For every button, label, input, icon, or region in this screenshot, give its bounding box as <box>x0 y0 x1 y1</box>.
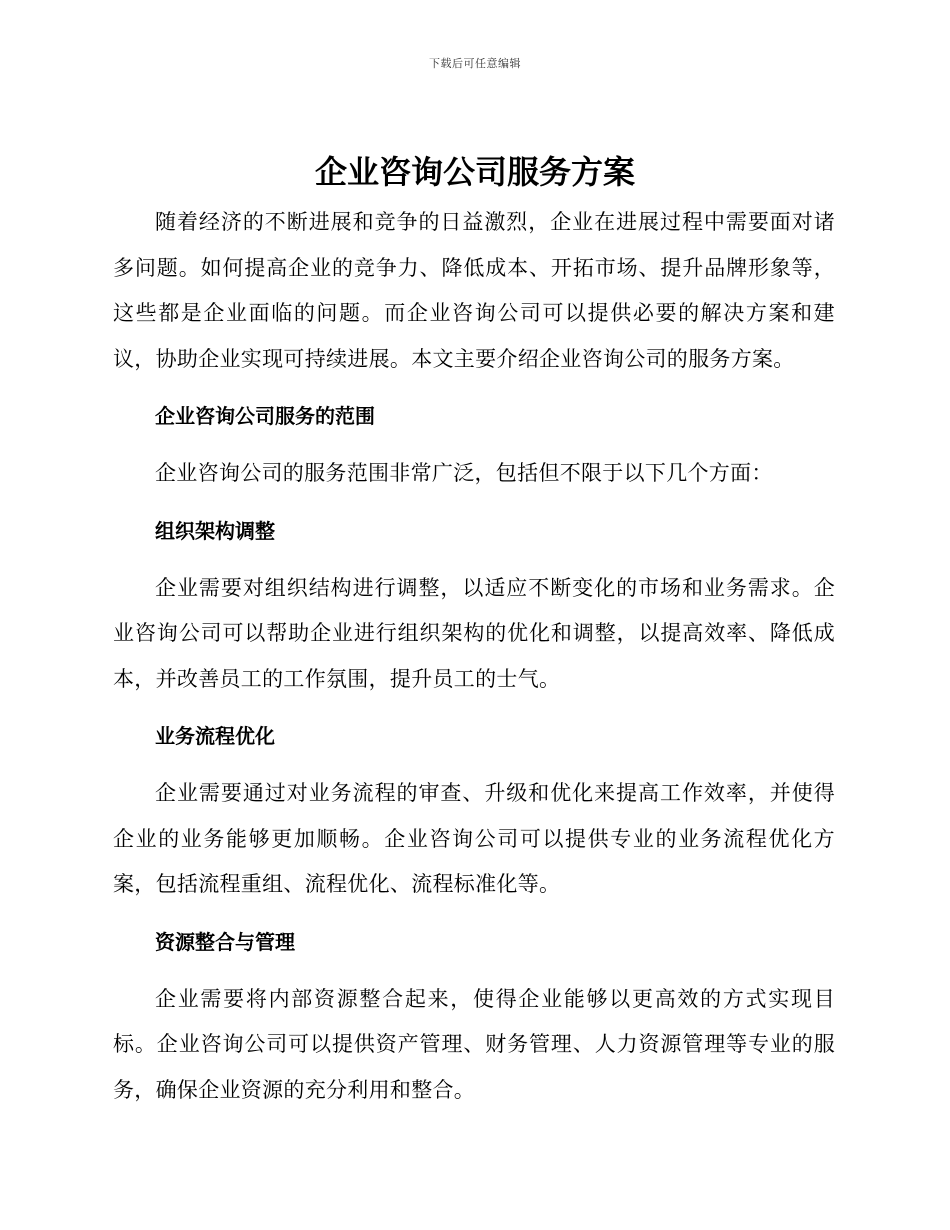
section-paragraph-resource-management: 企业需要将内部资源整合起来，使得企业能够以更高效的方式实现目标。企业咨询公司可以提供资产管理、财务管理、人力资源管理等专业的服务，确保企业资源的充分利用和整合。 <box>113 986 835 1102</box>
section-heading-resource-management: 资源整合与管理 <box>155 929 295 954</box>
section-paragraph-org-structure: 企业需要对组织结构进行调整，以适应不断变化的市场和业务需求。企业咨询公司可以帮助企业进行组织架构的优化和调整，以提高效率、降低成本，并改善员工的工作氛围，提升员工的士气。 <box>113 575 835 691</box>
section-heading-org-structure: 组织架构调整 <box>155 518 275 543</box>
section-heading-process-optimization: 业务流程优化 <box>155 724 275 748</box>
document-body <box>113 200 835 1113</box>
intro-paragraph: 随着经济的不断进展和竞争的日益激烈，企业在进展过程中需要面对诸多问题。如何提高企业的竞争力、降低成本、开拓市场、提升品牌形象等，这些都是企业面临的问题。而企业咨询公司可以提供必要的解决方案和建议，协助企业实现可持续进展。本文主要介绍企业咨询公司的服务方案。 <box>113 210 835 371</box>
section-paragraph-process-optimization: 企业需要通过对业务流程的审查、升级和优化来提高工作效率，并使得企业的业务能够更加顺畅。企业咨询公司可以提供专业的业务流程优化方案，包括流程重组、流程优化、流程标准化等。 <box>113 781 835 896</box>
header-note: 下载后可任意编辑 <box>429 57 521 70</box>
scope-heading: 企业咨询公司服务的范围 <box>155 404 375 428</box>
scope-paragraph: 企业咨询公司的服务范围非常广泛，包括但不限于以下几个方面： <box>155 461 773 485</box>
document-title: 企业咨询公司服务方案 <box>314 153 635 191</box>
